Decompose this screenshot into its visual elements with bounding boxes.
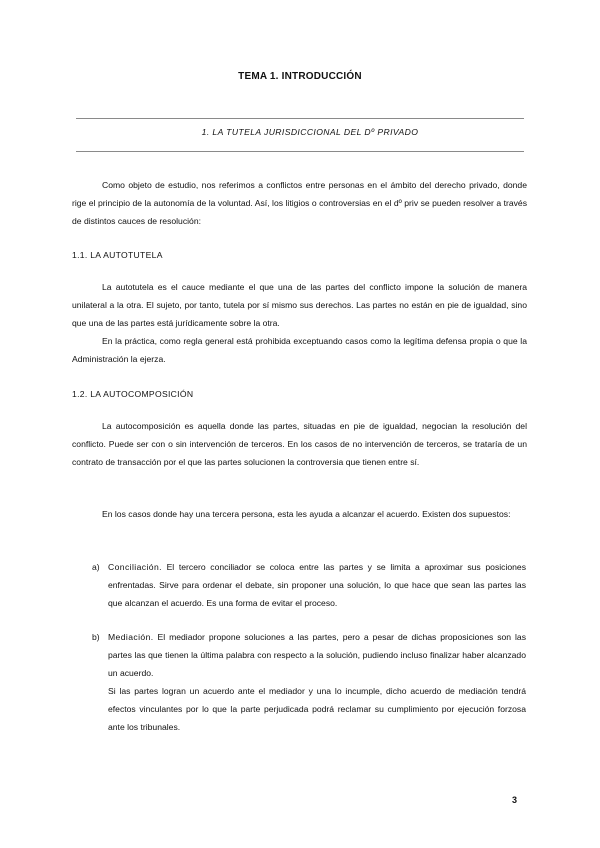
autocomposicion-paragraph-1: La autocomposición es aquella donde las partes, situadas en pie de igualdad, negocian la resolución del conflicto. Puede ser con o sin intervención de terceros. En los casos de no intervención de terceros, se trataría de un contrato de transacción por el que las partes solucionen la controversia que tienen entre sí. <box>72 421 527 467</box>
intro-paragraph: Como objeto de estudio, nos referimos a conflictos entre personas en el ámbito del derecho privado, donde rige el principio de la autonomía de la voluntad. Así, los litigios o controversias en el dº priv se pueden resolver a través de distintos cauces de resolución: <box>72 180 527 226</box>
term-conciliacion: Conciliación. <box>108 562 162 572</box>
mediacion-text: El mediador propone soluciones a las partes, pero a pesar de dichas proposiciones son las partes las que tienen la última palabra con respecto a la solución, pudiendo incluso finalizar haber alcanzado un acuerdo. <box>108 632 526 678</box>
conciliacion-text: El tercero conciliador se coloca entre las partes y se limita a aproximar sus posiciones enfrentadas. Sirve para ordenar el debate, sin proponer una solución, lo que hace que sean las partes las que alcanzan el acuerdo. Es una forma de evitar el proceso. <box>108 562 526 608</box>
top-rule <box>76 118 524 119</box>
heading-autotutela: 1.1. LA AUTOTUTELA <box>72 250 163 260</box>
autotutela-paragraph-1: La autotutela es el cauce mediante el que una de las partes del conflicto impone la solución de manera unilateral a la otra. El sujeto, por tanto, tutela por sí mismo sus derechos. Las partes no están en pie de igualdad, sino que una de las partes está jurídicamente sobre la otra. <box>72 282 527 328</box>
term-mediacion: Mediación. <box>108 632 154 642</box>
list-item-conciliacion <box>108 558 526 612</box>
autocomposicion-paragraph-2: En los casos donde hay una tercera persona, esta les ayuda a alcanzar el acuerdo. Existen dos supuestos: <box>102 509 511 519</box>
bottom-rule <box>76 151 524 152</box>
section-title: 1. LA TUTELA JURISDICCIONAL DEL Dº PRIVADO <box>201 127 419 137</box>
page-number: 3 <box>512 795 518 805</box>
autotutela-paragraph-2: En la práctica, como regla general está prohibida exceptuando casos como la legítima defensa propia o que la Administración la ejerza. <box>72 336 527 364</box>
page-title: TEMA 1. INTRODUCCIÓN <box>238 71 362 82</box>
mediacion-continuation: Si las partes logran un acuerdo ante el mediador y una lo incumple, dicho acuerdo de mediación tendrá efectos vinculantes por lo que la parte perjudicada podrá reclamar su cumplimiento por ejecución forzosa ante los tribunales. <box>108 686 526 732</box>
list-marker-b: b) <box>92 632 100 642</box>
heading-autocomposicion: 1.2. LA AUTOCOMPOSICIÓN <box>72 389 194 399</box>
list-marker-a: a) <box>92 562 100 572</box>
list-item-mediacion <box>108 628 526 682</box>
